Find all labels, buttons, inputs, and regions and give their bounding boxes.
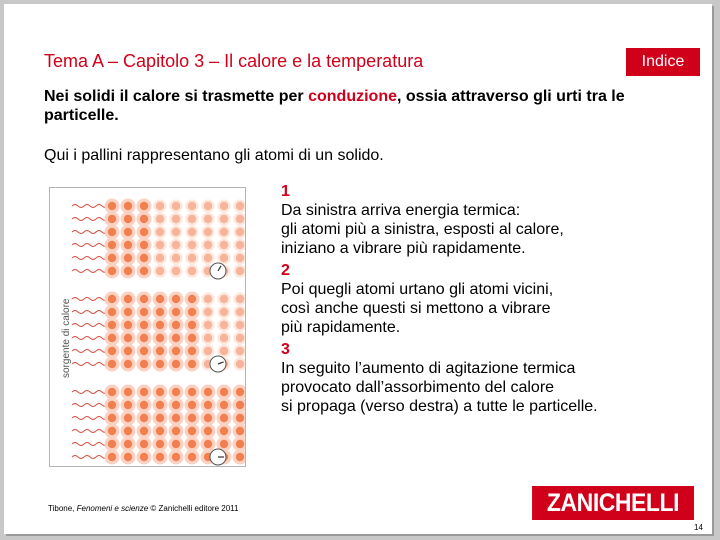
heat-source-label: sorgente di calore	[61, 298, 72, 378]
atom	[188, 295, 196, 303]
atom	[124, 215, 132, 223]
atom	[140, 440, 148, 448]
atom	[156, 401, 164, 409]
atom	[220, 241, 228, 249]
atom	[204, 427, 212, 435]
atom	[124, 414, 132, 422]
atom	[124, 427, 132, 435]
atom	[108, 295, 116, 303]
atom	[172, 254, 180, 262]
atom	[156, 228, 164, 236]
step-text-line: Da sinistra arriva energia termica:	[281, 202, 521, 219]
atom	[220, 388, 228, 396]
atom	[236, 241, 244, 249]
atom	[172, 360, 180, 368]
atom	[108, 334, 116, 342]
steps-list	[281, 182, 701, 419]
atom	[220, 401, 228, 409]
atom	[156, 308, 164, 316]
atom	[140, 215, 148, 223]
atom	[108, 414, 116, 422]
heat-wave-line	[72, 311, 108, 314]
atom	[140, 321, 148, 329]
atom	[188, 228, 196, 236]
atom	[204, 241, 212, 249]
intro-text-start: Nei solidi il calore si trasmette per	[44, 88, 309, 105]
atom	[236, 295, 244, 303]
atom	[204, 228, 212, 236]
atom	[172, 215, 180, 223]
atom	[156, 440, 164, 448]
atom	[172, 401, 180, 409]
conduzione-highlight: conduzione	[308, 88, 397, 105]
atom	[220, 414, 228, 422]
heat-wave-line	[72, 350, 108, 353]
atom	[108, 308, 116, 316]
figure-caption: Qui i pallini rappresentano gli atomi di un solido.	[44, 147, 384, 164]
atom	[204, 295, 212, 303]
atom	[220, 347, 228, 355]
atom	[140, 295, 148, 303]
atom	[220, 295, 228, 303]
index-button[interactable]: Indice	[626, 48, 700, 76]
atom	[124, 295, 132, 303]
atom	[204, 254, 212, 262]
atom	[140, 254, 148, 262]
step-text-line: più rapidamente.	[281, 319, 401, 336]
atom	[108, 453, 116, 461]
atom	[236, 215, 244, 223]
atom	[236, 228, 244, 236]
atom	[188, 414, 196, 422]
atom	[188, 440, 196, 448]
atom	[108, 215, 116, 223]
step-number: 1	[281, 183, 290, 200]
zanichelli-logo: ZANICHELLI	[532, 486, 694, 520]
credit-line	[48, 504, 238, 513]
atom	[236, 360, 244, 368]
atom	[124, 360, 132, 368]
atom	[108, 267, 116, 275]
atom	[140, 360, 148, 368]
atom	[236, 427, 244, 435]
atom	[140, 334, 148, 342]
atom	[220, 427, 228, 435]
heat-wave-line	[72, 231, 108, 234]
atom	[236, 308, 244, 316]
atom	[220, 308, 228, 316]
step-text-line: si propaga (verso destra) a tutte le particelle.	[281, 398, 598, 415]
atom	[236, 440, 244, 448]
atom	[236, 321, 244, 329]
atom	[124, 453, 132, 461]
atom	[156, 241, 164, 249]
atom	[188, 267, 196, 275]
step-1	[281, 182, 701, 258]
atom	[172, 295, 180, 303]
atom	[236, 254, 244, 262]
atom	[204, 414, 212, 422]
atom	[188, 241, 196, 249]
atom	[124, 267, 132, 275]
atom	[156, 334, 164, 342]
slide	[4, 4, 712, 534]
atom	[236, 453, 244, 461]
atom	[108, 202, 116, 210]
atom	[188, 401, 196, 409]
atom	[140, 308, 148, 316]
credit-author: Tibone,	[48, 504, 77, 513]
atom	[124, 228, 132, 236]
atom	[108, 401, 116, 409]
atom	[156, 414, 164, 422]
atom	[236, 388, 244, 396]
heat-wave-line	[72, 404, 108, 407]
atom	[236, 347, 244, 355]
step-text-line: provocato dall’assorbimento del calore	[281, 379, 555, 396]
atom	[220, 334, 228, 342]
atom	[188, 427, 196, 435]
atom	[156, 360, 164, 368]
atom	[108, 388, 116, 396]
atom	[172, 308, 180, 316]
atom	[124, 241, 132, 249]
atom	[156, 215, 164, 223]
atom	[140, 241, 148, 249]
atom	[172, 228, 180, 236]
atom	[108, 254, 116, 262]
atom	[172, 202, 180, 210]
atom	[156, 427, 164, 435]
conduction-figure	[49, 187, 246, 467]
atom-grid	[105, 199, 246, 465]
step-text-line: gli atomi più a sinistra, esposti al calore,	[281, 221, 564, 238]
atom	[124, 321, 132, 329]
heat-wave-line	[72, 430, 108, 433]
atom	[140, 267, 148, 275]
step-text-line: così anche questi si mettono a vibrare	[281, 300, 551, 317]
atom	[188, 321, 196, 329]
atom	[188, 254, 196, 262]
atom	[204, 440, 212, 448]
heat-wave-line	[72, 324, 108, 327]
atom	[220, 254, 228, 262]
atom	[188, 388, 196, 396]
atom	[204, 347, 212, 355]
atom	[156, 347, 164, 355]
atom	[236, 267, 244, 275]
atom	[124, 334, 132, 342]
heat-wave-line	[72, 391, 108, 394]
atom	[172, 347, 180, 355]
atom	[140, 401, 148, 409]
atom	[172, 267, 180, 275]
atom	[140, 427, 148, 435]
atom	[156, 453, 164, 461]
atoms-illustration	[50, 188, 245, 466]
atom	[220, 215, 228, 223]
atom	[188, 347, 196, 355]
atom	[204, 308, 212, 316]
atom	[236, 334, 244, 342]
heat-waves	[72, 205, 108, 459]
atom	[172, 453, 180, 461]
atom	[108, 241, 116, 249]
atom	[124, 388, 132, 396]
intro-text	[44, 87, 684, 125]
atom	[204, 215, 212, 223]
atom	[204, 401, 212, 409]
atom	[220, 440, 228, 448]
credit-publisher: © Zanichelli editore 2011	[148, 504, 239, 513]
step-2	[281, 261, 701, 337]
atom	[188, 215, 196, 223]
atom	[188, 334, 196, 342]
atom	[156, 254, 164, 262]
atom	[172, 440, 180, 448]
atom	[220, 202, 228, 210]
heat-wave-line	[72, 337, 108, 340]
atom	[108, 321, 116, 329]
step-text-line: iniziano a vibrare più rapidamente.	[281, 240, 526, 257]
intro-text-end: , ossia attraverso gli urti tra le particelle.	[44, 88, 625, 124]
atom	[172, 427, 180, 435]
heat-wave-line	[72, 205, 108, 208]
atom	[236, 202, 244, 210]
atom	[108, 360, 116, 368]
atom	[140, 202, 148, 210]
atom	[204, 202, 212, 210]
atom	[124, 202, 132, 210]
atom	[188, 202, 196, 210]
atom	[220, 228, 228, 236]
step-3	[281, 340, 701, 416]
atom	[156, 267, 164, 275]
atom	[236, 401, 244, 409]
atom	[220, 321, 228, 329]
heat-wave-line	[72, 218, 108, 221]
atom	[172, 388, 180, 396]
heat-wave-line	[72, 456, 108, 459]
heat-wave-line	[72, 443, 108, 446]
atom	[204, 321, 212, 329]
atom	[156, 388, 164, 396]
atom	[172, 334, 180, 342]
atom	[188, 360, 196, 368]
atom	[140, 228, 148, 236]
heat-wave-line	[72, 363, 108, 366]
atom	[236, 414, 244, 422]
atom	[204, 334, 212, 342]
slide-title: Tema A – Capitolo 3 – Il calore e la temperatura	[44, 51, 424, 71]
atom	[108, 440, 116, 448]
atom	[188, 308, 196, 316]
atom	[140, 347, 148, 355]
atom	[108, 427, 116, 435]
atom	[156, 321, 164, 329]
step-number: 2	[281, 262, 290, 279]
atom	[108, 347, 116, 355]
heat-wave-line	[72, 244, 108, 247]
heat-wave-line	[72, 298, 108, 301]
atom	[140, 453, 148, 461]
atom	[124, 347, 132, 355]
atom	[188, 453, 196, 461]
atom	[140, 414, 148, 422]
step-text-line: In seguito l’aumento di agitazione termica	[281, 360, 576, 377]
atom	[124, 254, 132, 262]
atom	[156, 202, 164, 210]
atom	[156, 295, 164, 303]
heat-wave-line	[72, 270, 108, 273]
step-number: 3	[281, 341, 290, 358]
atom	[124, 308, 132, 316]
page-number: 14	[694, 523, 703, 532]
heat-wave-line	[72, 257, 108, 260]
atom	[124, 440, 132, 448]
heat-wave-line	[72, 417, 108, 420]
atom	[172, 321, 180, 329]
atom	[172, 241, 180, 249]
credit-book: Fenomeni e scienze	[76, 504, 149, 513]
step-text-line: Poi quegli atomi urtano gli atomi vicini,	[281, 281, 554, 298]
atom	[140, 388, 148, 396]
atom	[204, 388, 212, 396]
atom	[124, 401, 132, 409]
atom	[108, 228, 116, 236]
atom	[172, 414, 180, 422]
